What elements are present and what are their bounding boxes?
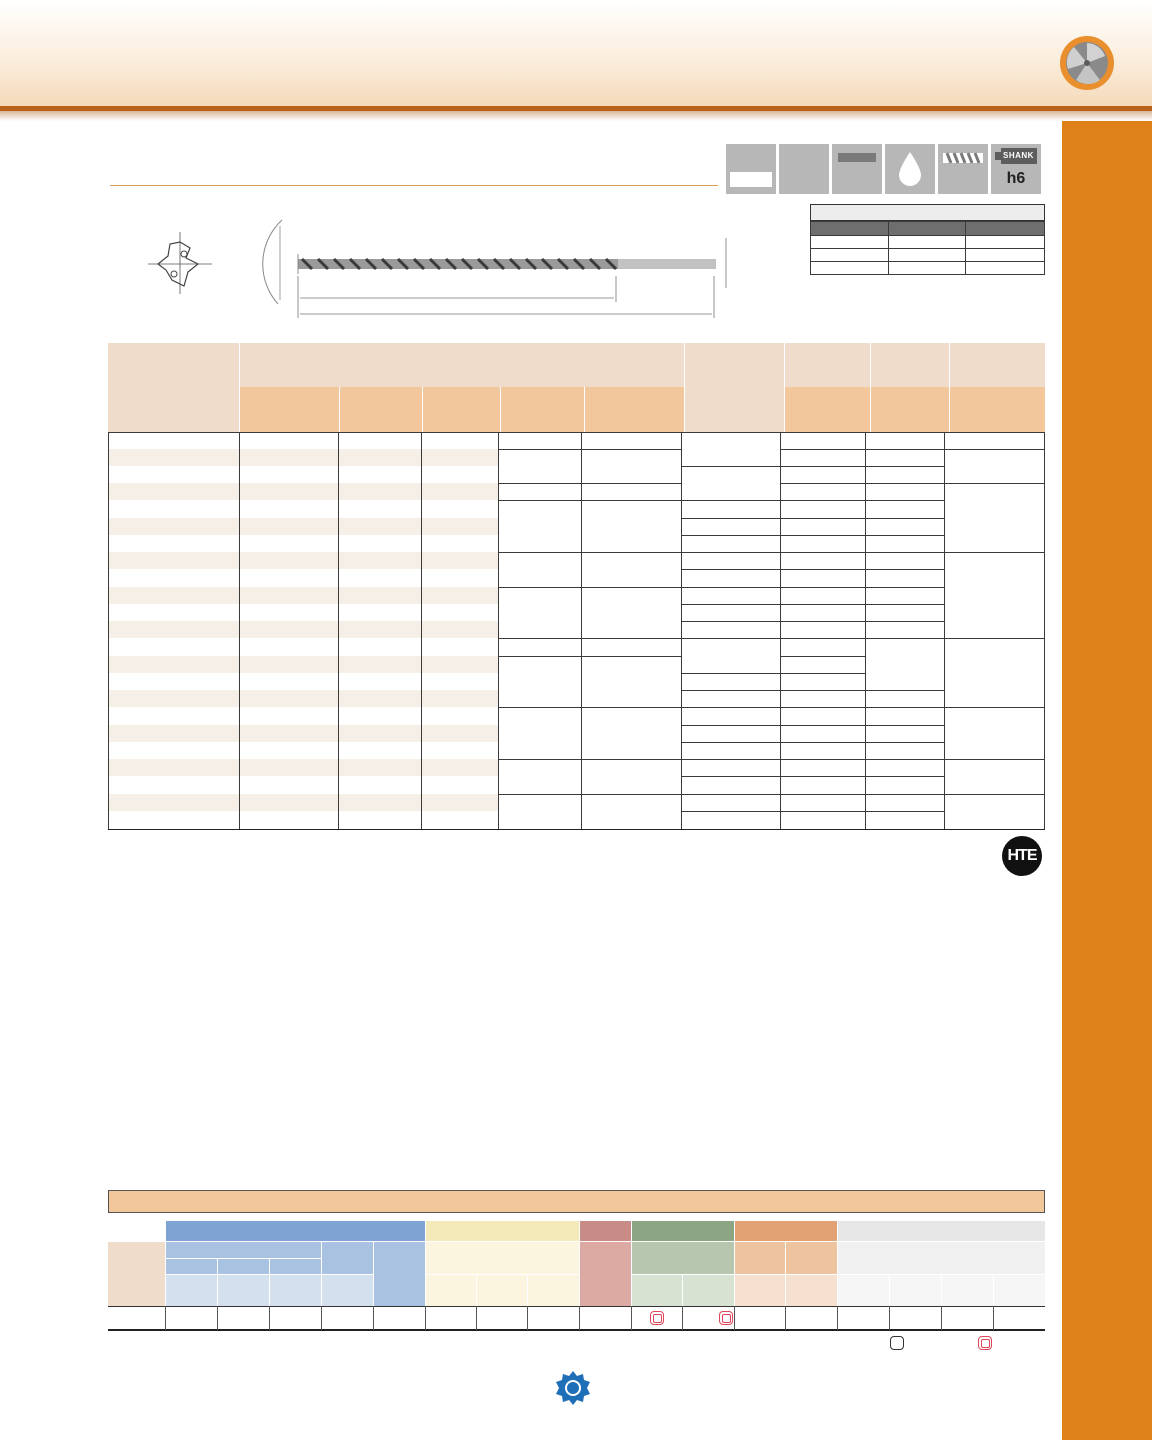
shank-label: SHANK [1003, 151, 1034, 160]
shank-tolerance: h6 [1006, 170, 1026, 187]
col-header-group [685, 343, 785, 432]
suitable-legend-icon [890, 1336, 904, 1350]
header-shadow [0, 111, 1152, 121]
dimension-table [108, 343, 1045, 432]
dimension-table-body [108, 432, 1045, 830]
feature-icon-blank [779, 144, 829, 194]
header-band [0, 0, 1152, 108]
drill-logo-icon [1060, 36, 1114, 90]
spec-table-title [810, 204, 1045, 221]
col-header-c [950, 343, 1046, 387]
recommended-mark-icon [719, 1311, 733, 1325]
mat-group-steel [166, 1221, 425, 1241]
mat-group-hardened [838, 1221, 1045, 1241]
materials-table [108, 1221, 1045, 1331]
mat-group-cast-iron [580, 1221, 631, 1241]
spec-table [810, 221, 1045, 275]
col-header-a [785, 343, 871, 387]
col-header-code [108, 343, 240, 432]
feature-icon-length [726, 144, 776, 194]
feature-icon-coating [832, 144, 882, 194]
cross-section-diagram [140, 228, 220, 303]
osg-logo-icon [555, 1370, 591, 1411]
materials-title-bar [108, 1190, 1045, 1213]
shank-h6-icon [991, 144, 1041, 194]
mat-group-nonferrous [632, 1221, 734, 1241]
flute-icon [938, 144, 988, 194]
drill-drawing [250, 214, 740, 329]
col-header-dimensions [240, 343, 685, 387]
mat-group-stainless [426, 1221, 579, 1241]
mat-group-heat-resistant [735, 1221, 837, 1241]
mat-row-header [108, 1242, 165, 1306]
title-rule [110, 185, 718, 186]
coolant-drop-icon [885, 144, 935, 194]
col-header-b [871, 343, 950, 387]
recommended-legend-icon [978, 1336, 992, 1350]
recommended-mark-icon [650, 1311, 664, 1325]
hte-badge-icon: HTE [1002, 836, 1042, 876]
side-tab [1062, 121, 1152, 1440]
